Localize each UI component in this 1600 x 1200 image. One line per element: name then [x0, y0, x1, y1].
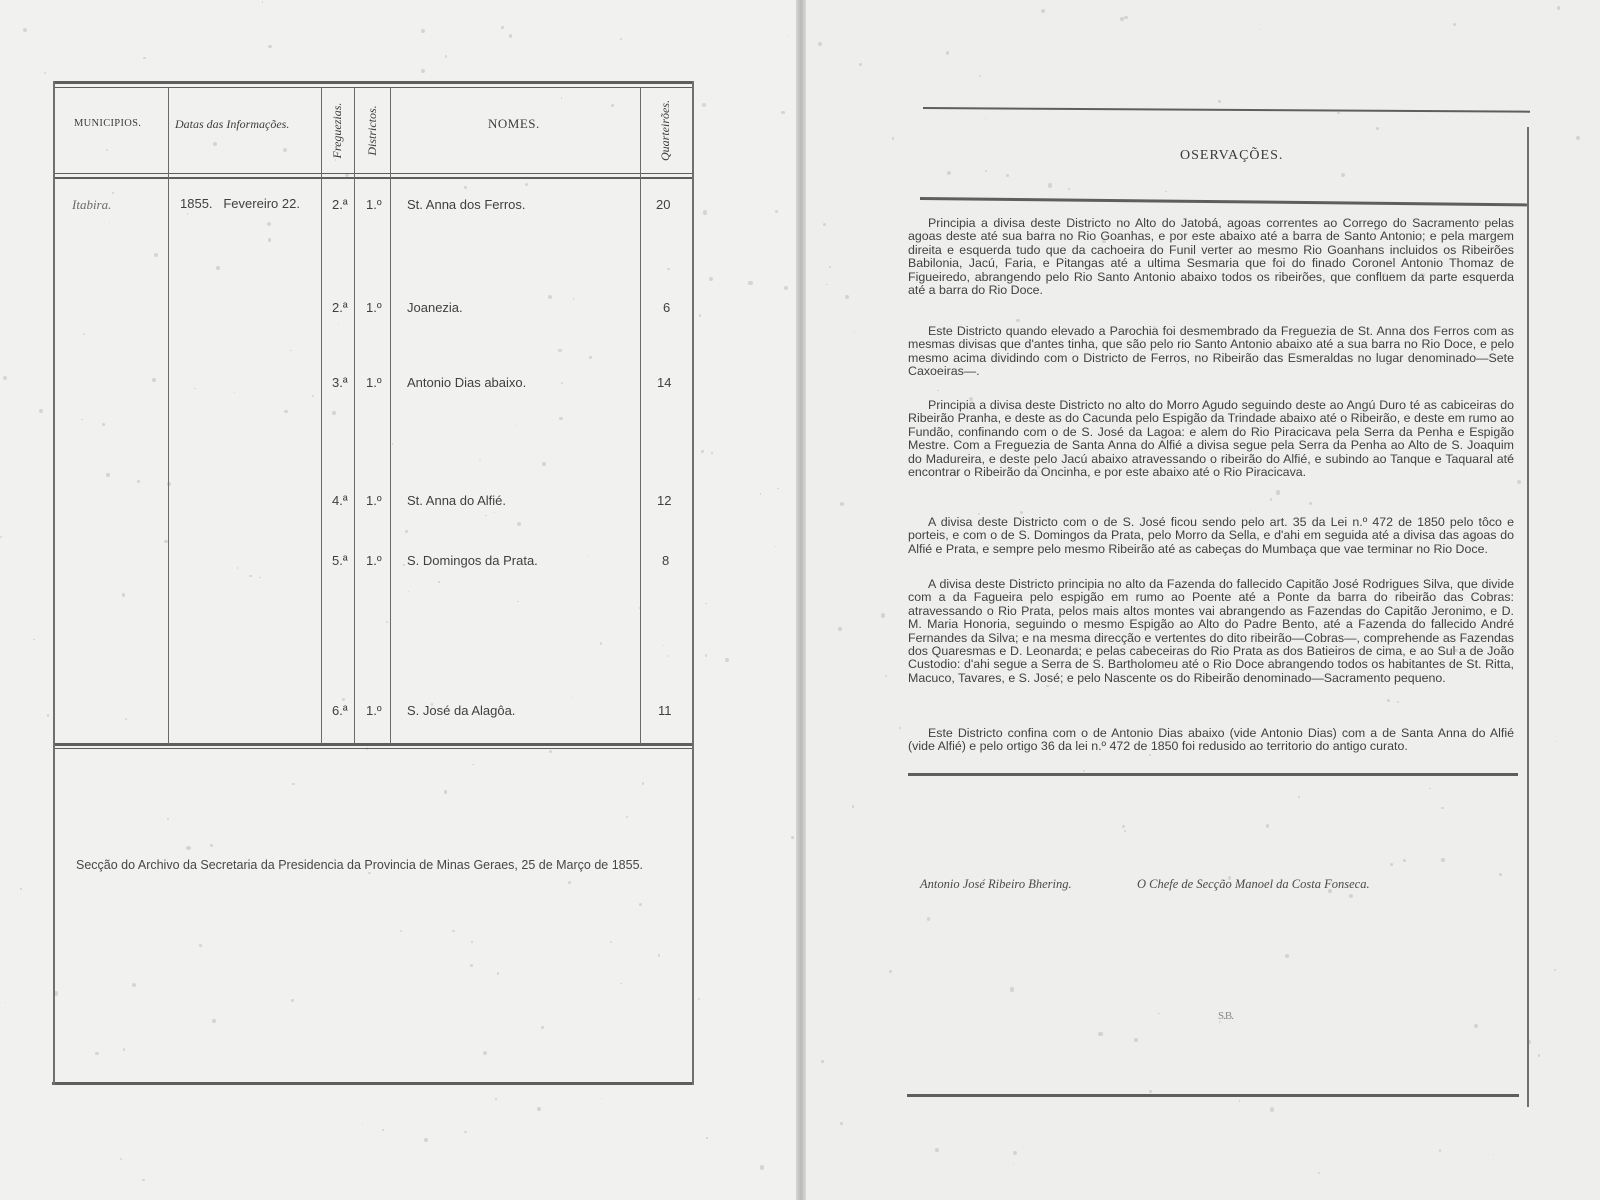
paper-speck [1239, 1100, 1240, 1101]
districto-cell: 1.º [366, 375, 382, 390]
date-cell: 1855. Fevereiro 22. [180, 196, 300, 211]
paper-speck [1517, 480, 1521, 484]
col-divider-2 [321, 88, 322, 744]
paper-speck [497, 972, 499, 974]
paper-speck [338, 324, 339, 325]
paper-speck [421, 29, 425, 33]
table-body-bottom-rule [54, 743, 694, 746]
paper-speck [501, 26, 504, 29]
nome-cell: St. Anna dos Ferros. [407, 197, 526, 212]
paper-speck [186, 846, 190, 850]
paper-speck [312, 395, 314, 397]
paper-speck [452, 930, 454, 932]
freguezia-cell: 3.ª [332, 375, 348, 390]
paper-speck [667, 655, 669, 657]
nome-cell: St. Anna do Alfié. [407, 493, 507, 508]
observation-paragraph: A divisa deste Districto principia no alto da Fazenda do fallecido Capitão José Rodrigues Silva, que divide com a da Fagueira pelo espigão em rumo ao Poente até a Ponte da barra do ribeirão das Cobras: atravessando o Rio Prata, pelos mais altos montes vai abrangendo as Fazendas do Capitão Jeronimo, e D. M. Maria Honoria, seguindo o mesmo Espigão ao Alto do Padre Bento, até a Fazenda do fallecido André Fernandes da Silva; e na mesma direcção e vertentes do dito ribeirão—Cobras—, comprehende as Fazendas dos Quaresmas e D. Leonarda; e pelas cabeceiras do Rio Prata as dos Batieiros de cima, e ao Sul a de João Custodio: d'ahi segue a Serra de S. Bartholomeu até o Rio Doce abrangendo todos os habitantes de St. Ritta, Macuco, Tavares, e S. José; e pelo Nascente os do Ribeirão denominado—Sacramento pequeno. [908, 577, 1514, 685]
archive-footer: Secção do Archivo da Secretaria da Presidencia da Provincia de Minas Geraes, 25 de Março de 1855. [76, 858, 643, 872]
paper-speck [701, 450, 704, 453]
paper-speck [899, 727, 901, 729]
quarteiroes-cell: 8 [662, 553, 670, 568]
header-datas: Datas das Informações. [175, 117, 290, 131]
paper-speck [1538, 1054, 1541, 1057]
header-freguezias: Freguezias. [330, 102, 344, 159]
paper-speck [979, 75, 981, 77]
paper-speck [558, 349, 562, 353]
paper-speck [268, 238, 271, 241]
header-quarteiroes: Quarteirões. [658, 100, 672, 161]
paper-speck [611, 104, 614, 107]
freguezia-cell: 2.ª [332, 300, 348, 315]
quarteiroes-cell: 11 [658, 703, 672, 718]
header-municipios: MUNICIPIOS. [74, 118, 142, 129]
quarteiroes-cell: 20 [656, 197, 671, 212]
paper-speck [821, 1060, 824, 1063]
paper-speck [748, 281, 752, 285]
paper-speck [1318, 1172, 1320, 1174]
paper-speck [517, 522, 521, 526]
paper-speck [1309, 502, 1311, 504]
paper-speck [702, 103, 706, 107]
paper-speck [470, 964, 473, 967]
paper-speck [699, 314, 702, 317]
paper-speck [658, 954, 661, 957]
paper-speck [706, 1137, 707, 1138]
paper-speck [485, 515, 486, 516]
quarteiroes-cell: 12 [657, 493, 672, 508]
paper-speck [152, 378, 156, 382]
paper-speck [154, 253, 158, 257]
paper-speck [262, 1, 263, 2]
nome-cell: Joanezia. [407, 300, 463, 315]
paper-speck [403, 564, 404, 565]
paper-speck [542, 462, 546, 466]
nome-cell: S. Domingos da Prata. [407, 553, 538, 568]
paper-speck [1403, 859, 1406, 862]
book-gutter [796, 0, 806, 1200]
paper-speck [1557, 6, 1560, 9]
paper-speck [1048, 183, 1052, 187]
observation-paragraph: Principia a divisa deste Districto no alto do Morro Agudo seguindo deste ao Angú Duro té as cabiceiras do Ribeirão Pranha, e deste as do Cacunda pelo Espigão da Trindade abaixo até o Ribeirão, e deste em rumo ao Fundão, confinando com o de S. José da Lagoa: e alem do Rio Piracicava pela Serra da Penha e Espigão Mestre. Com a Freguezia de Santa Anna do Alfié a divisa segue pela Serra da Penha ao Alto de S. Joaquim do Madureira, e deste pelo Jacú abaixo atravessando o ribeirão do Alfié, e subindo ao Tanque e Taquaral até encontrar o Ribeirão da Oncinha, e por este abaixo até o Rio Piracicava. [908, 398, 1514, 480]
paper-speck [1397, 701, 1398, 702]
paper-speck [852, 805, 855, 808]
paper-speck [438, 581, 440, 583]
paper-speck [561, 97, 562, 98]
paper-speck [626, 816, 628, 818]
paper-speck [781, 111, 784, 114]
freguezia-cell: 6.ª [332, 703, 348, 718]
paper-speck [1013, 1163, 1014, 1164]
paper-speck [47, 714, 49, 716]
paper-speck [935, 1148, 939, 1152]
paper-speck [561, 382, 563, 384]
table-left-border [53, 81, 55, 1085]
paper-speck [784, 286, 788, 290]
paper-speck [889, 970, 892, 973]
paper-speck [405, 530, 408, 533]
table-body-bottom-rule-thin [54, 748, 694, 749]
paper-speck [1006, 174, 1009, 177]
paper-speck [109, 222, 110, 223]
paper-speck [483, 1051, 487, 1055]
paper-speck [1149, 754, 1151, 756]
paper-speck [249, 575, 252, 578]
paper-speck [1499, 873, 1502, 876]
paper-speck [881, 613, 885, 617]
paper-speck [199, 944, 202, 947]
paper-speck [472, 764, 473, 765]
nome-cell: Antonio Dias abaixo. [407, 375, 527, 390]
col-divider-5 [640, 88, 641, 744]
paper-speck [985, 170, 987, 172]
paper-speck [1429, 788, 1430, 789]
paper-speck [854, 332, 855, 333]
paper-speck [1120, 17, 1123, 20]
obs-page-bottom-rule [907, 1094, 1519, 1097]
paper-speck [548, 295, 552, 299]
paper-speck [284, 410, 288, 414]
paper-speck [1218, 100, 1221, 103]
paper-speck [885, 675, 887, 677]
paper-speck [711, 452, 712, 453]
paper-speck [587, 556, 588, 557]
observations-title: OSERVAÇÕES. [1180, 148, 1284, 163]
paper-speck [791, 836, 793, 838]
paper-speck [845, 295, 849, 299]
paper-speck [464, 186, 467, 189]
paper-speck [760, 1165, 764, 1169]
col-divider-4 [390, 88, 391, 744]
paper-speck [324, 738, 325, 739]
paper-speck [775, 546, 776, 547]
paper-speck [642, 782, 644, 784]
paper-speck [838, 627, 842, 631]
paper-speck [20, 888, 21, 889]
paper-speck [142, 1179, 145, 1182]
header-districtos: Districtos. [365, 105, 379, 156]
paper-speck [1165, 191, 1166, 192]
paper-speck [1158, 1013, 1159, 1014]
quarteiroes-cell: 14 [657, 375, 672, 390]
paper-speck [840, 1122, 843, 1125]
paper-speck [667, 268, 670, 271]
paper-speck [1441, 858, 1445, 862]
paper-speck [1134, 1038, 1138, 1042]
paper-speck [212, 1019, 215, 1022]
freguezia-cell: 2.ª [332, 197, 348, 212]
table-bottom-rule [52, 1082, 694, 1085]
districto-cell: 1.º [366, 197, 382, 212]
paper-speck [559, 417, 563, 421]
districto-cell: 1.º [366, 493, 382, 508]
municipio-cell: Itabira. [72, 197, 112, 212]
paper-speck [840, 502, 844, 506]
observation-paragraph: Este Districto quando elevado a Parochia foi desmembrado da Freguezia de St. Anna dos Ferros com as mesmas divisas que d'antes tinha, que são pelo rio Santo Antonio abaixo até a sua barra no Rio Doce, e pelo mesmo acima dividindo com o Districto de Ferros, no Ribeirão das Esmeraldas no lugar denominado—Sete Caxoeiras—. [908, 324, 1514, 379]
paper-speck [1041, 9, 1045, 13]
paper-speck [620, 38, 622, 40]
observation-paragraph: A divisa deste Districto com o de S. José ficou sendo pelo art. 35 da Lei n.º 472 de 1850 pelo tôco e porteis, e com o de S. Domingos da Prata, pelo Morro da Sella, e d'ahi em seguida até a divisa das agoas do Alfié e Prata, e sempre pelo mesmo Ribeirão até as cabeças do Mumbaça que vae terminar no Rio Doce. [908, 515, 1514, 556]
observation-paragraph: Este Districto confina com o de Antonio Dias abaixo (vide Antonio Dias) com a de Santa Anna do Alfié (vide Alfié) e pelo ortigo 36 da lei n.º 472 de 1850 foi redusido ao territorio do antigo curato. [908, 726, 1514, 754]
paper-speck [1341, 173, 1345, 177]
paper-speck [267, 222, 271, 226]
paper-speck [210, 844, 213, 847]
paper-speck [525, 183, 528, 186]
paper-speck [1390, 863, 1392, 865]
paper-speck [1337, 112, 1339, 114]
freguezia-cell: 4.ª [332, 493, 348, 508]
paper-speck [95, 1052, 98, 1055]
paper-speck [823, 223, 826, 226]
observation-paragraph: Principia a divisa deste Districto no Alto do Jatobá, agoas correntes ao Corrego do Sacramento pelas agoas deste até sua barra no Rio Goanhas, e por este abaixo até a barra de Santo Antonio; e pela margem direita e esquerda tudo que da cachoeira do Funil verter ao mesmo Rio Goanhans incluidos os Ribeirões Babilonia, Jacú, Faria, e Pitangas até a ultima Sesmaria que foi do finado Coronel Antonio Thomaz de Figueiredo, abrangendo pelo Rio Santo Antonio abaixo todos os ribeirões, que confluem da parte esquerda até a barra do Rio Doce. [908, 216, 1514, 298]
paper-speck [1387, 699, 1390, 702]
paper-speck [1124, 830, 1126, 832]
library-stamp: S.B. [1218, 1010, 1233, 1022]
signature-chefe: O Chefe de Secção Manoel da Costa Fonseca. [1137, 877, 1370, 891]
obs-right-border [1527, 127, 1529, 1107]
paper-speck [292, 783, 294, 785]
paper-speck [123, 1048, 125, 1050]
paper-speck [332, 411, 336, 415]
paper-speck [1453, 23, 1456, 26]
paper-speck [167, 818, 169, 820]
paper-speck [471, 941, 473, 943]
paper-speck [537, 1107, 541, 1111]
districto-cell: 1.º [366, 703, 382, 718]
col-divider-3 [354, 88, 355, 744]
obs-bottom-rule [908, 773, 1518, 776]
paper-speck [106, 473, 110, 477]
paper-speck [663, 645, 664, 646]
signature-bhering: Antonio José Ribeiro Bhering. [920, 877, 1072, 891]
paper-speck [424, 1138, 428, 1142]
header-nomes: NOMES. [488, 116, 540, 131]
paper-speck [216, 266, 219, 269]
paper-speck [213, 142, 217, 146]
paper-speck [1298, 796, 1299, 797]
paper-speck [1010, 987, 1014, 991]
paper-speck [112, 192, 114, 194]
paper-speck [775, 210, 778, 213]
quarteiroes-cell: 6 [663, 300, 671, 315]
districto-cell: 1.º [366, 300, 382, 315]
paper-speck [102, 423, 105, 426]
table-right-border [692, 81, 694, 1085]
nome-cell: S. José da Alagôa. [407, 703, 516, 718]
paper-speck [122, 593, 125, 596]
freguezia-cell: 5.ª [332, 553, 348, 568]
col-divider-1 [168, 88, 169, 744]
districto-cell: 1.º [366, 553, 382, 568]
paper-speck [541, 1026, 544, 1029]
paper-speck [1270, 1107, 1274, 1111]
paper-speck [1556, 741, 1557, 742]
paper-speck [1266, 824, 1270, 828]
paper-speck [705, 654, 708, 657]
